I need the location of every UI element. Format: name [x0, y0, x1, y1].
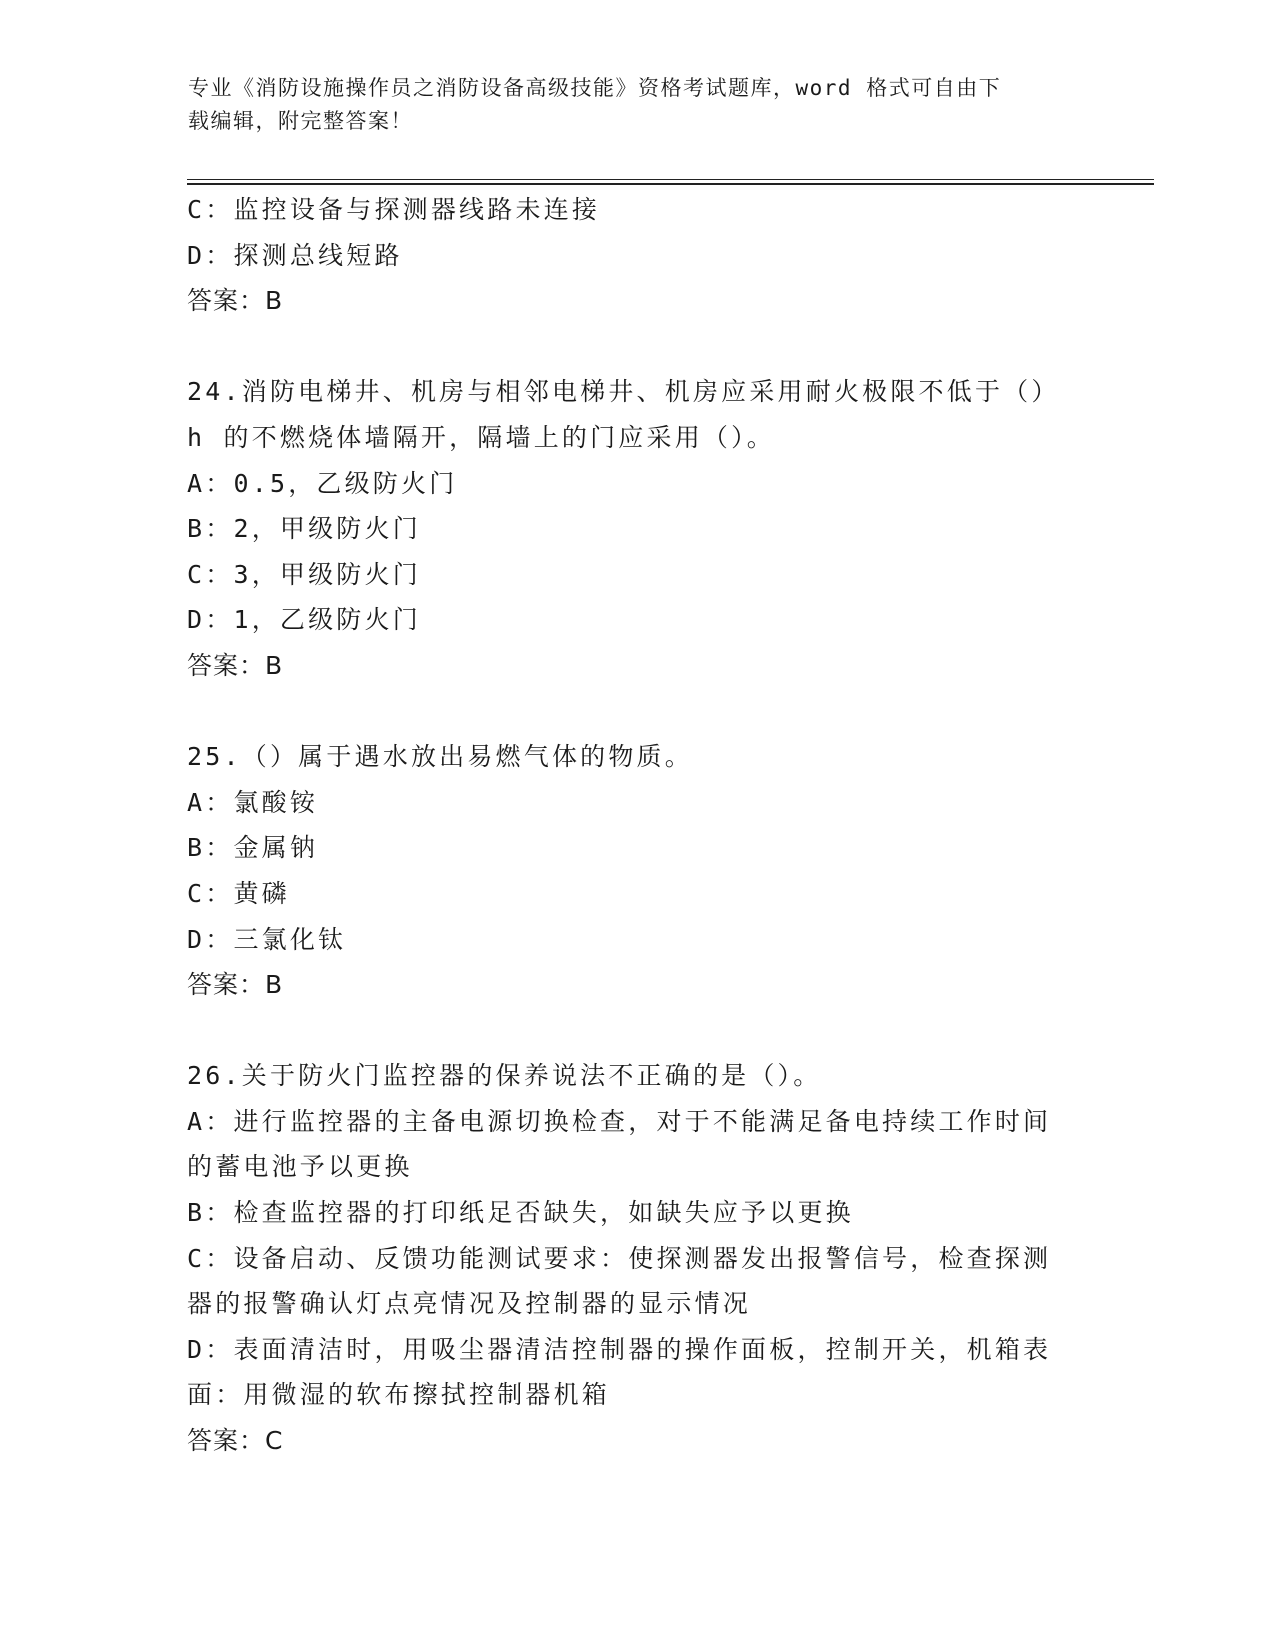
- option-c-continued: 器的报警确认灯点亮情况及控制器的显示情况: [187, 1289, 752, 1319]
- option-c: C：黄磷: [187, 878, 290, 908]
- option-c: C：3，甲级防火门: [187, 559, 421, 589]
- option-c: C：设备启动、反馈功能测试要求：使探测器发出报警信号，检查探测: [187, 1243, 1052, 1273]
- option-d: D：探测总线短路: [187, 240, 403, 270]
- option-a-continued: 的蓄电池予以更换: [187, 1152, 413, 1182]
- option-a: A：进行监控器的主备电源切换检查，对于不能满足备电持续工作时间: [187, 1106, 1052, 1136]
- question-stem: h 的不燃烧体墙隔开，隔墙上的门应采用（）。: [187, 422, 776, 452]
- option-d-continued: 面：用微湿的软布擦拭控制器机箱: [187, 1380, 611, 1410]
- document-header: [188, 72, 1088, 138]
- option-d: D：表面清洁时，用吸尘器清洁控制器的操作面板，控制开关，机箱表: [187, 1334, 1052, 1364]
- question-stem: 24.消防电梯井、机房与相邻电梯井、机房应采用耐火极限不低于（）: [187, 377, 1060, 407]
- option-d: D：三氯化钛: [187, 924, 347, 954]
- answer-line: 答案：B: [187, 970, 284, 1000]
- option-b: B：金属钠: [187, 833, 319, 863]
- option-a: A：氯酸铵: [187, 787, 319, 817]
- answer-line: 答案：B: [187, 286, 284, 316]
- question-stem: 26.关于防火门监控器的保养说法不正确的是（）。: [187, 1061, 822, 1091]
- header-line-1: 专业《消防设施操作员之消防设备高级技能》资格考试题库，word 格式可自由下: [188, 76, 1002, 100]
- spacer: [187, 1008, 1087, 1054]
- option-a: A：0.5，乙级防火门: [187, 468, 458, 498]
- spacer: [187, 689, 1087, 735]
- question-25: [187, 734, 1087, 1008]
- option-c: C：监控设备与探测器线路未连接: [187, 195, 601, 224]
- header-line-2: 载编辑，附完整答案！: [188, 109, 413, 133]
- option-b: B：2，甲级防火门: [187, 514, 421, 544]
- answer-line: 答案：B: [187, 650, 284, 680]
- question-content: [187, 187, 1087, 1464]
- spacer: [187, 324, 1087, 370]
- option-d: D：1，乙级防火门: [187, 605, 421, 635]
- question-stem: 25.（）属于遇水放出易燃气体的物质。: [187, 742, 693, 772]
- header-divider-thick: [187, 183, 1154, 185]
- answer-line: 答案：C: [187, 1426, 284, 1456]
- question-23-continuation: [187, 187, 1087, 324]
- question-24: [187, 369, 1087, 688]
- question-26: [187, 1053, 1087, 1463]
- header-divider-thin: [187, 179, 1154, 180]
- option-b: B：检查监控器的打印纸足否缺失，如缺失应予以更换: [187, 1198, 854, 1228]
